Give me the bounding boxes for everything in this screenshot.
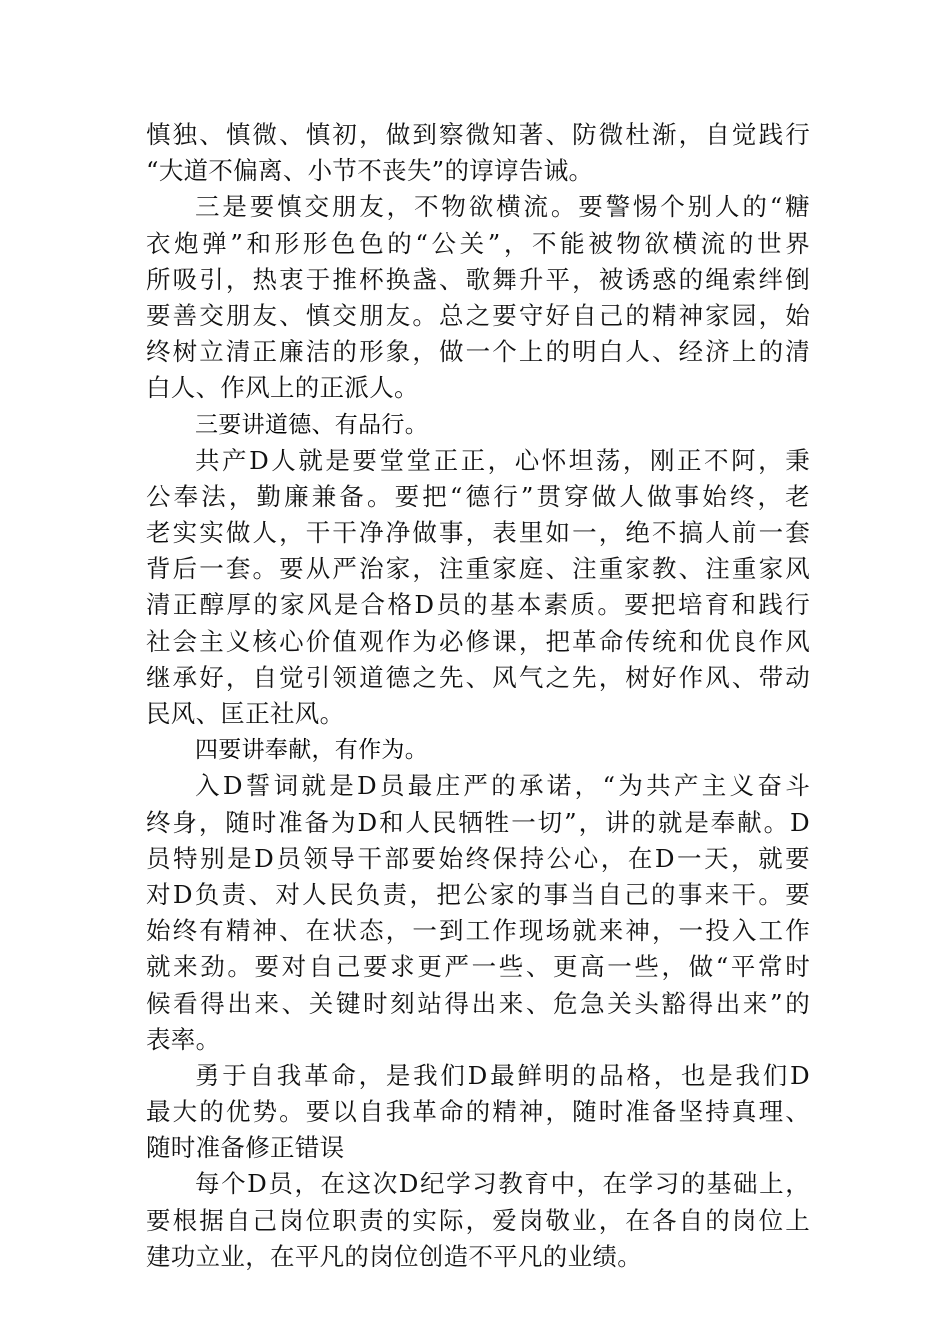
text-line: 入D誓词就是D员最庄严的承诺，“为共产主义奋斗 [195,771,810,801]
text-line: 要根据自己岗位职责的实际，爱岗敬业，在各自的岗位上 [146,1205,810,1235]
text-line: 衣炮弹”和形形色色的“公关”，不能被物欲横流的世界 [146,228,810,258]
text-line: 白人、作风上的正派人。 [146,373,419,403]
section-heading: 三要讲道德、有品行。 [195,411,428,438]
text-line: 建功立业，在平凡的岗位创造不平凡的业绩。 [146,1241,642,1271]
text-line: 社会主义核心价值观作为必修课，把革命传统和优良作风 [146,626,810,656]
text-line: 就来劲。要对自己要求更严一些、更高一些，做“平常时 [146,952,810,982]
text-line: 清正醇厚的家风是合格D员的基本素质。要把培育和践行 [146,590,810,620]
text-line: 员特别是D员领导干部要始终保持公心，在D一天，就要 [146,843,810,873]
text-line: 慎独、慎微、慎初，做到察微知著、防微杜渐，自觉践行 [146,120,810,149]
text-line: 勇于自我革命，是我们D最鲜明的品格，也是我们D [195,1060,810,1090]
text-line: 随时准备修正错误 [146,1133,345,1163]
text-line: 继承好，自觉引领道德之先、风气之先，树好作风、带动 [146,662,810,692]
text-line: 终树立清正廉洁的形象，做一个上的明白人、经济上的清 [146,337,810,367]
text-line: 最大的优势。要以自我革命的精神，随时准备坚持真理、 [146,1097,810,1127]
text-line: 公奉法，勤廉兼备。要把“德行”贯穿做人做事始终，老 [146,481,810,511]
text-line: 终身，随时准备为D和人民牺牲一切”，讲的就是奉献。D [146,807,810,837]
text-line: 民风、匡正社风。 [146,699,345,728]
text-line: “大道不偏离、小节不丧失”的谆谆告诫。 [146,156,594,186]
text-line: 所吸引，热衷于推杯换盏、歌舞升平，被诱惑的绳索绊倒 [146,264,810,294]
text-line: 每个D员，在这次D纪学习教育中，在学习的基础上， [195,1169,810,1199]
section-heading: 四要讲奉献，有作为。 [195,737,428,764]
text-line: 候看得出来、关键时刻站得出来、危急关头豁得出来”的 [146,988,810,1018]
text-line: 要善交朋友、慎交朋友。总之要守好自己的精神家园，始 [146,300,810,330]
text-line: 老实实做人，干干净净做事，表里如一，绝不搞人前一套 [146,518,810,548]
text-line: 表率。 [146,1024,221,1054]
text-line: 背后一套。要从严治家，注重家庭、注重家教、注重家风 [146,554,810,584]
text-line: 始终有精神、在状态，一到工作现场就来神，一投入工作 [146,916,810,946]
document-body [146,117,810,1275]
text-line: 对D负责、对人民负责，把公家的事当自己的事来干。要 [146,879,810,909]
text-line: 共产D人就是要堂堂正正，心怀坦荡，刚正不阿，秉 [195,445,810,475]
text-line: 三是要慎交朋友，不物欲横流。要警惕个别人的“糖 [195,192,810,222]
